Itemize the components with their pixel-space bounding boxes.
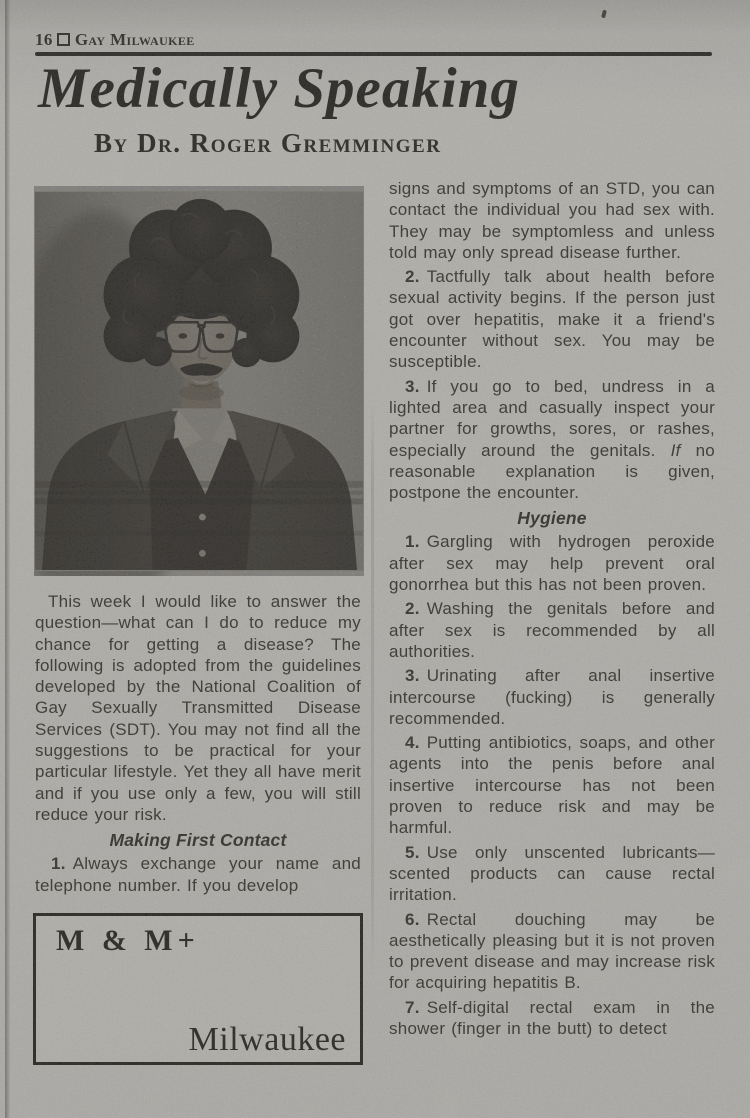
article-byline: By Dr. Roger Gremminger: [94, 128, 442, 158]
list-item: [389, 997, 715, 1040]
list-item: [389, 909, 715, 994]
page-folio: [35, 30, 195, 50]
publication-name: Gay Milwaukee: [74, 30, 195, 49]
list-item: [389, 842, 715, 906]
left-column: [35, 178, 361, 1065]
item-text-after: no reasonable explanation is given, postpone the encounter.: [389, 440, 715, 503]
item-text: Self-digital rectal exam in the shower (finger in the butt) to detect: [389, 997, 715, 1038]
item-text: Washing the genitals before and after sex is recommended by all authorities.: [389, 599, 715, 661]
right-column: [389, 178, 715, 1065]
item-text: Putting antibiotics, soaps, and other agents into the penis before anal insertive intercourse has not been proven to reduce risk and may be harmful.: [389, 733, 715, 838]
list-item: [35, 853, 361, 896]
item-text: Use only unscented lubricants—scented products can cause rectal irritation.: [389, 842, 715, 905]
list-item: [389, 598, 715, 662]
item-number: 2.: [405, 267, 420, 287]
list-item: [389, 665, 715, 729]
item-text: Urinating after anal insertive intercourse (fucking) is generally recommended.: [389, 666, 715, 728]
item-number: 1.: [405, 532, 420, 552]
item-text: Tactfully talk about health before sexual activity begins. If the person just got over hepatitis, make it a friend's encounter without sex. You may be susceptible.: [389, 267, 715, 372]
item-italic-word: If: [670, 440, 681, 460]
item-number: 2.: [405, 599, 420, 619]
list-item: [389, 732, 715, 838]
mm-club-ad: [33, 913, 363, 1065]
page-number: 16: [35, 30, 53, 49]
section-heading-hygiene: Hygiene: [517, 508, 587, 529]
item-number: 4.: [405, 733, 420, 753]
ad-city: Milwaukee: [188, 1020, 346, 1058]
item-number: 3.: [405, 376, 420, 396]
header-rule: [35, 52, 712, 56]
item-number: 7.: [405, 997, 420, 1017]
section-heading-making-first-contact: Making First Contact: [109, 830, 287, 851]
article-columns: [35, 178, 715, 1065]
intro-paragraph: This week I would like to answer the question—what can I do to reduce my chance for getting a disease? The following is adopted from the guidelines developed by the National Coalition of Gay Sexually Transmitted Disease Services (SDT). You may not find all the suggestions to be practical for your particular lifestyle. Yet they all have merit and if you use only a few, you will still reduce your risk.: [35, 592, 361, 824]
scan-left-crease: [5, 0, 10, 1118]
author-photo: [34, 186, 364, 574]
item-text: Gargling with hydrogen peroxide after sex may help prevent oral gonorrhea but this has not been proven.: [389, 532, 715, 595]
item-number: 3.: [405, 666, 420, 686]
article-title: Medically Speaking: [38, 57, 520, 120]
list-item: [389, 376, 715, 504]
list-item: [389, 266, 715, 372]
item-text: Always exchange your name and telephone number. If you develop: [35, 854, 361, 895]
item-text: Rectal douching may be aesthetically pleasing but it is not proven to prevent disease and may increase risk for acquiring hepatitis B.: [389, 909, 715, 993]
scan-speck: [601, 10, 607, 19]
list-item: [389, 531, 715, 595]
ad-business-name: M & M+: [56, 923, 200, 957]
author-photo-art: [34, 186, 364, 576]
item-text: If you go to bed, undress in a lighted area and casually inspect your partner for growths, sores, or rashes, especially around the genitals.: [389, 376, 715, 460]
continuation-paragraph: signs and symptoms of an STD, you can contact the individual you had sex with. They may be symptomless and unless told may only spread disease further.: [389, 179, 715, 262]
item-number: 1.: [51, 854, 66, 874]
item-number: 5.: [405, 842, 420, 862]
box-glyph: [57, 33, 70, 46]
item-number: 6.: [405, 909, 420, 929]
